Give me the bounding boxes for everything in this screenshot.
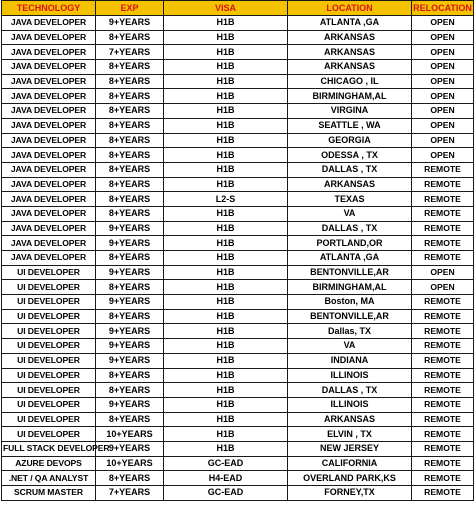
location-cell: Dallas, TX bbox=[288, 324, 412, 339]
visa-cell: H1B bbox=[164, 206, 288, 221]
visa-cell: GC-EAD bbox=[164, 456, 288, 471]
location-cell: ATLANTA ,GA bbox=[288, 16, 412, 31]
visa-cell: H1B bbox=[164, 133, 288, 148]
experience-cell: 10+YEARS bbox=[96, 456, 164, 471]
experience-cell: 9+YEARS bbox=[96, 16, 164, 31]
technology-cell: FULL STACK DEVELOPER bbox=[2, 441, 96, 456]
table-row bbox=[2, 89, 474, 104]
experience-cell: 9+YEARS bbox=[96, 236, 164, 251]
technology-cell: JAVA DEVELOPER bbox=[2, 74, 96, 89]
technology-cell: SCRUM MASTER bbox=[2, 486, 96, 501]
location-cell: Boston, MA bbox=[288, 295, 412, 310]
relocation-cell: REMOTE bbox=[412, 221, 474, 236]
technology-cell: UI DEVELOPER bbox=[2, 353, 96, 368]
relocation-cell: REMOTE bbox=[412, 441, 474, 456]
relocation-cell: REMOTE bbox=[412, 251, 474, 266]
experience-cell: 9+YEARS bbox=[96, 339, 164, 354]
visa-cell: H1B bbox=[164, 427, 288, 442]
technology-cell: JAVA DEVELOPER bbox=[2, 104, 96, 119]
relocation-cell: OPEN bbox=[412, 133, 474, 148]
visa-cell: H1B bbox=[164, 265, 288, 280]
technology-cell: UI DEVELOPER bbox=[2, 295, 96, 310]
experience-cell: 8+YEARS bbox=[96, 104, 164, 119]
relocation-cell: REMOTE bbox=[412, 309, 474, 324]
table-row bbox=[2, 383, 474, 398]
location-cell: SEATTLE , WA bbox=[288, 118, 412, 133]
experience-cell: 8+YEARS bbox=[96, 192, 164, 207]
experience-cell: 8+YEARS bbox=[96, 162, 164, 177]
experience-cell: 8+YEARS bbox=[96, 74, 164, 89]
visa-cell: H1B bbox=[164, 295, 288, 310]
relocation-cell: REMOTE bbox=[412, 383, 474, 398]
location-cell: ODESSA , TX bbox=[288, 148, 412, 163]
table-row bbox=[2, 368, 474, 383]
relocation-cell: REMOTE bbox=[412, 486, 474, 501]
relocation-cell: OPEN bbox=[412, 45, 474, 60]
visa-cell: H1B bbox=[164, 441, 288, 456]
technology-cell: JAVA DEVELOPER bbox=[2, 118, 96, 133]
location-cell: ATLANTA ,GA bbox=[288, 251, 412, 266]
relocation-cell: REMOTE bbox=[412, 456, 474, 471]
technology-cell: AZURE DEVOPS bbox=[2, 456, 96, 471]
experience-cell: 8+YEARS bbox=[96, 133, 164, 148]
header-row bbox=[2, 1, 474, 16]
table-row bbox=[2, 280, 474, 295]
technology-cell: UI DEVELOPER bbox=[2, 397, 96, 412]
experience-cell: 8+YEARS bbox=[96, 206, 164, 221]
location-cell: ARKANSAS bbox=[288, 60, 412, 75]
visa-cell: H1B bbox=[164, 309, 288, 324]
location-cell: INDIANA bbox=[288, 353, 412, 368]
visa-cell: H1B bbox=[164, 221, 288, 236]
relocation-cell: REMOTE bbox=[412, 368, 474, 383]
visa-cell: H1B bbox=[164, 397, 288, 412]
table-row bbox=[2, 441, 474, 456]
visa-cell: H1B bbox=[164, 45, 288, 60]
table-row bbox=[2, 471, 474, 486]
experience-cell: 8+YEARS bbox=[96, 60, 164, 75]
location-cell: BIRMINGHAM,AL bbox=[288, 280, 412, 295]
experience-cell: 8+YEARS bbox=[96, 148, 164, 163]
relocation-cell: REMOTE bbox=[412, 177, 474, 192]
technology-cell: JAVA DEVELOPER bbox=[2, 206, 96, 221]
technology-cell: UI DEVELOPER bbox=[2, 368, 96, 383]
table-row bbox=[2, 251, 474, 266]
location-cell: TEXAS bbox=[288, 192, 412, 207]
location-cell: VA bbox=[288, 206, 412, 221]
technology-cell: UI DEVELOPER bbox=[2, 412, 96, 427]
experience-cell: 8+YEARS bbox=[96, 309, 164, 324]
visa-cell: GC-EAD bbox=[164, 486, 288, 501]
technology-cell: JAVA DEVELOPER bbox=[2, 251, 96, 266]
experience-cell: 9+YEARS bbox=[96, 353, 164, 368]
location-cell: CHICAGO , IL bbox=[288, 74, 412, 89]
relocation-cell: REMOTE bbox=[412, 339, 474, 354]
relocation-cell: REMOTE bbox=[412, 397, 474, 412]
column-header-relocation: RELOCATION bbox=[412, 1, 474, 16]
technology-cell: JAVA DEVELOPER bbox=[2, 236, 96, 251]
technology-cell: .NET / QA ANALYST bbox=[2, 471, 96, 486]
experience-cell: 8+YEARS bbox=[96, 471, 164, 486]
relocation-cell: REMOTE bbox=[412, 192, 474, 207]
table-row bbox=[2, 397, 474, 412]
table-row bbox=[2, 486, 474, 501]
location-cell: DALLAS , TX bbox=[288, 383, 412, 398]
table-row bbox=[2, 221, 474, 236]
experience-cell: 8+YEARS bbox=[96, 177, 164, 192]
relocation-cell: REMOTE bbox=[412, 295, 474, 310]
location-cell: DALLAS , TX bbox=[288, 221, 412, 236]
table-row bbox=[2, 74, 474, 89]
table-row bbox=[2, 206, 474, 221]
location-cell: VA bbox=[288, 339, 412, 354]
relocation-cell: OPEN bbox=[412, 104, 474, 119]
relocation-cell: REMOTE bbox=[412, 353, 474, 368]
experience-cell: 8+YEARS bbox=[96, 383, 164, 398]
table-row bbox=[2, 148, 474, 163]
experience-cell: 9+YEARS bbox=[96, 265, 164, 280]
experience-cell: 9+YEARS bbox=[96, 221, 164, 236]
experience-cell: 7+YEARS bbox=[96, 45, 164, 60]
location-cell: ILLINOIS bbox=[288, 368, 412, 383]
table-body bbox=[2, 16, 474, 501]
experience-cell: 8+YEARS bbox=[96, 251, 164, 266]
table-row bbox=[2, 16, 474, 31]
table-row bbox=[2, 295, 474, 310]
technology-cell: JAVA DEVELOPER bbox=[2, 89, 96, 104]
relocation-cell: OPEN bbox=[412, 60, 474, 75]
technology-cell: JAVA DEVELOPER bbox=[2, 177, 96, 192]
visa-cell: H1B bbox=[164, 339, 288, 354]
experience-cell: 9+YEARS bbox=[96, 397, 164, 412]
technology-cell: UI DEVELOPER bbox=[2, 324, 96, 339]
relocation-cell: OPEN bbox=[412, 74, 474, 89]
location-cell: ILLINOIS bbox=[288, 397, 412, 412]
technology-cell: JAVA DEVELOPER bbox=[2, 162, 96, 177]
location-cell: ARKANSAS bbox=[288, 45, 412, 60]
visa-cell: L2-S bbox=[164, 192, 288, 207]
table-row bbox=[2, 118, 474, 133]
relocation-cell: OPEN bbox=[412, 30, 474, 45]
relocation-cell: REMOTE bbox=[412, 471, 474, 486]
visa-cell: H1B bbox=[164, 412, 288, 427]
technology-cell: JAVA DEVELOPER bbox=[2, 133, 96, 148]
visa-cell: H1B bbox=[164, 148, 288, 163]
visa-cell: H1B bbox=[164, 324, 288, 339]
relocation-cell: REMOTE bbox=[412, 206, 474, 221]
column-header-visa: VISA bbox=[164, 1, 288, 16]
technology-cell: JAVA DEVELOPER bbox=[2, 16, 96, 31]
technology-cell: JAVA DEVELOPER bbox=[2, 60, 96, 75]
visa-cell: H1B bbox=[164, 74, 288, 89]
table-row bbox=[2, 192, 474, 207]
visa-cell: H1B bbox=[164, 89, 288, 104]
location-cell: ARKANSAS bbox=[288, 30, 412, 45]
table-row bbox=[2, 133, 474, 148]
location-cell: GEORGIA bbox=[288, 133, 412, 148]
location-cell: BIRMINGHAM,AL bbox=[288, 89, 412, 104]
table-row bbox=[2, 236, 474, 251]
technology-cell: JAVA DEVELOPER bbox=[2, 30, 96, 45]
location-cell: VIRGINA bbox=[288, 104, 412, 119]
visa-cell: H4-EAD bbox=[164, 471, 288, 486]
technology-cell: UI DEVELOPER bbox=[2, 383, 96, 398]
location-cell: ELVIN , TX bbox=[288, 427, 412, 442]
table-row bbox=[2, 60, 474, 75]
table-row bbox=[2, 177, 474, 192]
visa-cell: H1B bbox=[164, 60, 288, 75]
location-cell: CALIFORNIA bbox=[288, 456, 412, 471]
technology-cell: UI DEVELOPER bbox=[2, 427, 96, 442]
location-cell: BENTONVILLE,AR bbox=[288, 309, 412, 324]
visa-cell: H1B bbox=[164, 162, 288, 177]
relocation-cell: OPEN bbox=[412, 118, 474, 133]
visa-cell: H1B bbox=[164, 353, 288, 368]
table-row bbox=[2, 456, 474, 471]
experience-cell: 8+YEARS bbox=[96, 368, 164, 383]
relocation-cell: REMOTE bbox=[412, 427, 474, 442]
relocation-cell: OPEN bbox=[412, 89, 474, 104]
technology-cell: JAVA DEVELOPER bbox=[2, 148, 96, 163]
table-row bbox=[2, 30, 474, 45]
location-cell: BENTONVILLE,AR bbox=[288, 265, 412, 280]
technology-cell: JAVA DEVELOPER bbox=[2, 192, 96, 207]
relocation-cell: REMOTE bbox=[412, 162, 474, 177]
experience-cell: 8+YEARS bbox=[96, 412, 164, 427]
location-cell: PORTLAND,OR bbox=[288, 236, 412, 251]
visa-cell: H1B bbox=[164, 16, 288, 31]
experience-cell: 9+YEARS bbox=[96, 441, 164, 456]
table-row bbox=[2, 412, 474, 427]
table-row bbox=[2, 339, 474, 354]
relocation-cell: OPEN bbox=[412, 265, 474, 280]
experience-cell: 10+YEARS bbox=[96, 427, 164, 442]
table-row bbox=[2, 324, 474, 339]
table-row bbox=[2, 427, 474, 442]
relocation-cell: OPEN bbox=[412, 148, 474, 163]
relocation-cell: REMOTE bbox=[412, 412, 474, 427]
location-cell: FORNEY,TX bbox=[288, 486, 412, 501]
technology-cell: JAVA DEVELOPER bbox=[2, 221, 96, 236]
column-header-exp: EXP bbox=[96, 1, 164, 16]
visa-cell: H1B bbox=[164, 104, 288, 119]
experience-cell: 8+YEARS bbox=[96, 280, 164, 295]
relocation-cell: REMOTE bbox=[412, 236, 474, 251]
technology-cell: UI DEVELOPER bbox=[2, 339, 96, 354]
experience-cell: 9+YEARS bbox=[96, 324, 164, 339]
experience-cell: 9+YEARS bbox=[96, 295, 164, 310]
technology-cell: JAVA DEVELOPER bbox=[2, 45, 96, 60]
technology-cell: UI DEVELOPER bbox=[2, 309, 96, 324]
location-cell: DALLAS , TX bbox=[288, 162, 412, 177]
table-row bbox=[2, 45, 474, 60]
technology-cell: UI DEVELOPER bbox=[2, 265, 96, 280]
visa-cell: H1B bbox=[164, 280, 288, 295]
table-row bbox=[2, 265, 474, 280]
table-row bbox=[2, 162, 474, 177]
visa-cell: H1B bbox=[164, 177, 288, 192]
column-header-location: LOCATION bbox=[288, 1, 412, 16]
visa-cell: H1B bbox=[164, 383, 288, 398]
table-row bbox=[2, 353, 474, 368]
location-cell: ARKANSAS bbox=[288, 177, 412, 192]
visa-cell: H1B bbox=[164, 30, 288, 45]
table-row bbox=[2, 309, 474, 324]
visa-cell: H1B bbox=[164, 118, 288, 133]
technology-cell: UI DEVELOPER bbox=[2, 280, 96, 295]
location-cell: OVERLAND PARK,KS bbox=[288, 471, 412, 486]
visa-cell: H1B bbox=[164, 236, 288, 251]
location-cell: ARKANSAS bbox=[288, 412, 412, 427]
experience-cell: 8+YEARS bbox=[96, 118, 164, 133]
relocation-cell: OPEN bbox=[412, 16, 474, 31]
relocation-cell: OPEN bbox=[412, 280, 474, 295]
experience-cell: 7+YEARS bbox=[96, 486, 164, 501]
visa-cell: H1B bbox=[164, 368, 288, 383]
candidates-table bbox=[1, 0, 474, 501]
experience-cell: 8+YEARS bbox=[96, 30, 164, 45]
table-row bbox=[2, 104, 474, 119]
visa-cell: H1B bbox=[164, 251, 288, 266]
column-header-technology: TECHNOLOGY bbox=[2, 1, 96, 16]
experience-cell: 8+YEARS bbox=[96, 89, 164, 104]
relocation-cell: REMOTE bbox=[412, 324, 474, 339]
location-cell: NEW JERSEY bbox=[288, 441, 412, 456]
